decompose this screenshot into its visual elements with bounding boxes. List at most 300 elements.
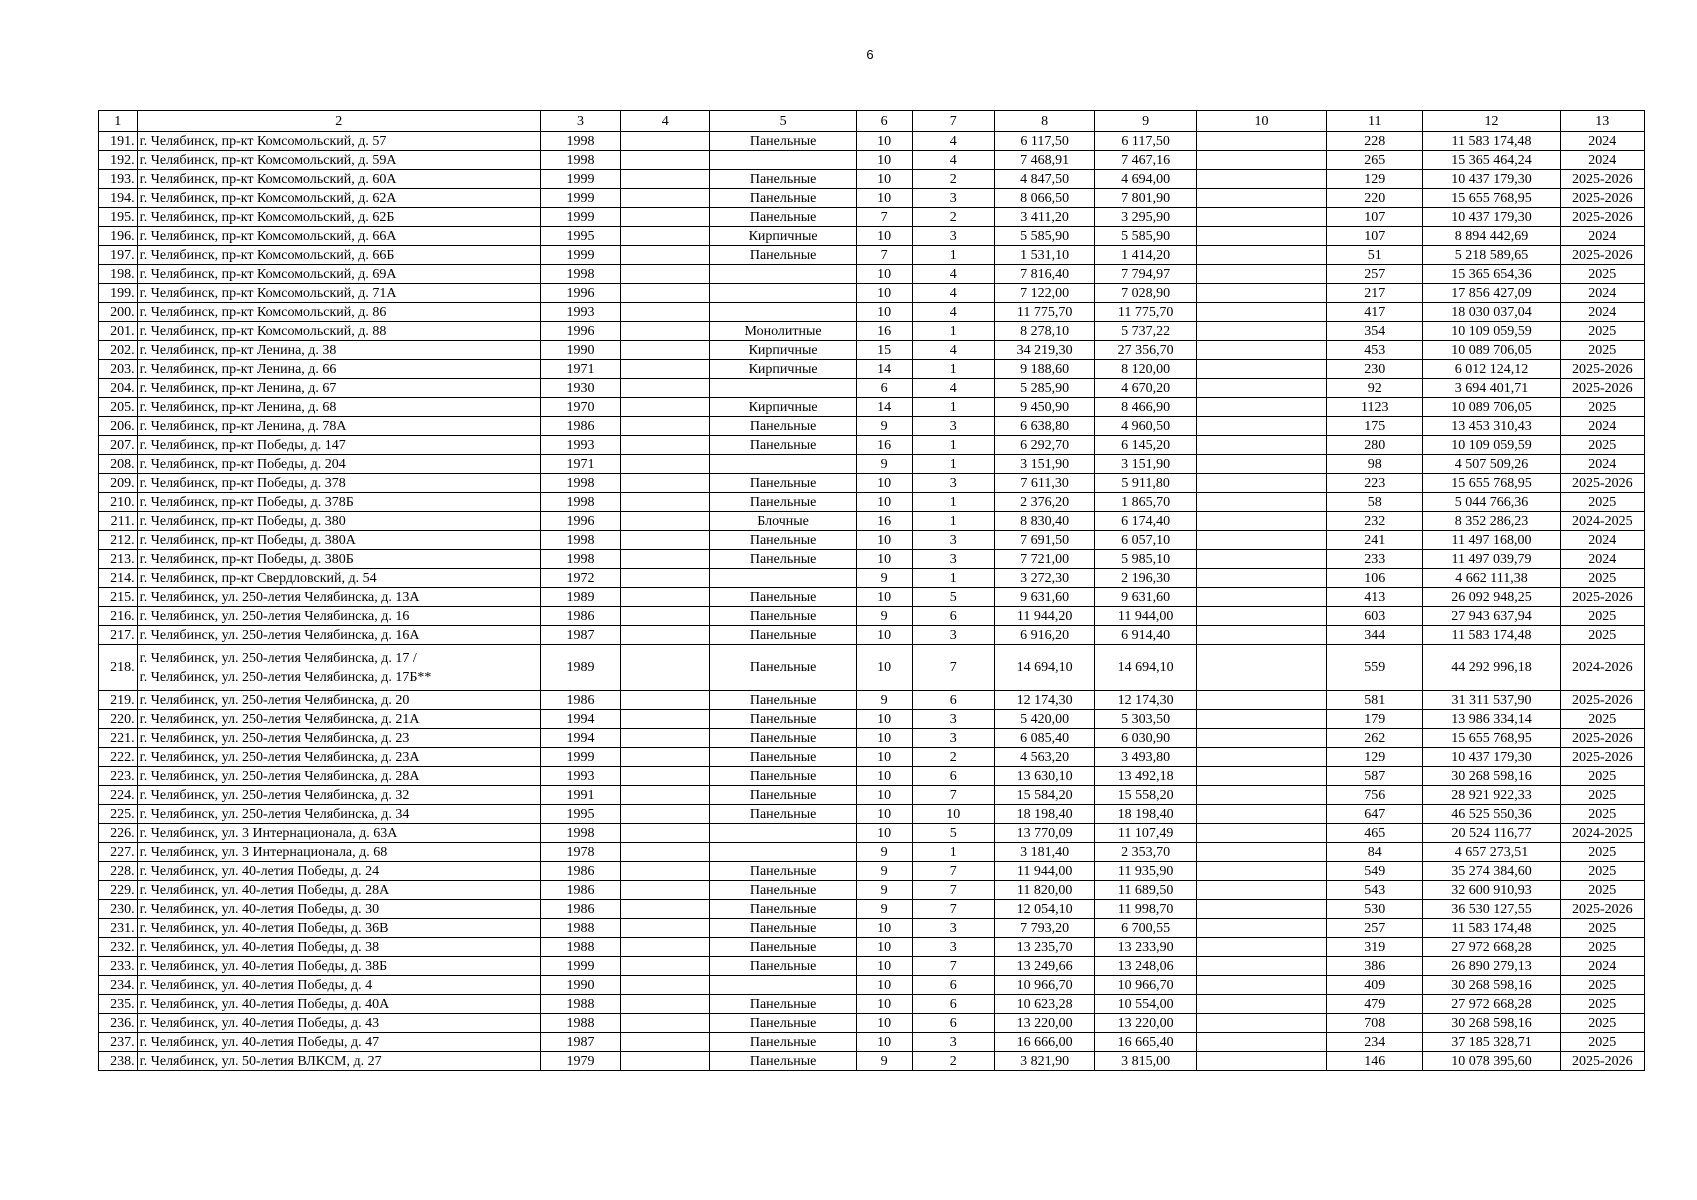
table-cell: 479: [1326, 995, 1422, 1014]
table-cell: 10: [856, 1033, 912, 1052]
table-cell: 210.: [99, 493, 138, 512]
table-cell: 233: [1326, 550, 1422, 569]
table-cell: 5 911,80: [1095, 474, 1197, 493]
table-cell: 228.: [99, 862, 138, 881]
table-cell: 18 030 037,04: [1423, 303, 1560, 322]
table-cell: Панельные: [710, 588, 856, 607]
table-cell: 44 292 996,18: [1423, 645, 1560, 691]
table-row: [99, 881, 1645, 900]
table-cell: 9: [856, 455, 912, 474]
table-cell: [621, 626, 710, 645]
table-cell: 1999: [540, 170, 620, 189]
table-cell: [1196, 398, 1326, 417]
table-cell: 179: [1326, 710, 1422, 729]
table-cell: 10 089 706,05: [1423, 398, 1560, 417]
table-cell: 16: [856, 322, 912, 341]
table-cell: 10: [856, 786, 912, 805]
table-cell: 257: [1326, 265, 1422, 284]
table-cell: 6 085,40: [994, 729, 1095, 748]
table-cell: 4: [912, 132, 994, 151]
table-cell: [1196, 938, 1326, 957]
table-cell: 193.: [99, 170, 138, 189]
table-cell: 7: [912, 645, 994, 691]
table-cell: 1930: [540, 379, 620, 398]
table-cell: 10: [856, 748, 912, 767]
table-cell: 199.: [99, 284, 138, 303]
table-cell: [1196, 626, 1326, 645]
table-cell: 5: [912, 824, 994, 843]
table-cell: 530: [1326, 900, 1422, 919]
table-cell: [621, 938, 710, 957]
table-cell: [1196, 341, 1326, 360]
table-cell: [1196, 208, 1326, 227]
table-cell: 195.: [99, 208, 138, 227]
table-cell: 2025: [1560, 843, 1644, 862]
table-row: [99, 729, 1645, 748]
table-cell: 15 655 768,95: [1423, 189, 1560, 208]
table-cell: г. Челябинск, пр-кт Победы, д. 378Б: [137, 493, 540, 512]
page-number: 6: [866, 47, 874, 62]
table-cell: г. Челябинск, ул. 250-летия Челябинска, д. 28А: [137, 767, 540, 786]
table-cell: 2025-2026: [1560, 189, 1644, 208]
table-cell: 10: [856, 1014, 912, 1033]
table-cell: Панельные: [710, 189, 856, 208]
table-row: [99, 398, 1645, 417]
table-cell: 13 630,10: [994, 767, 1095, 786]
table-cell: 7: [912, 862, 994, 881]
table-cell: 13 492,18: [1095, 767, 1197, 786]
table-cell: 12 174,30: [1095, 691, 1197, 710]
table-cell: 1 414,20: [1095, 246, 1197, 265]
table-cell: 10 437 179,30: [1423, 208, 1560, 227]
table-cell: Кирпичные: [710, 341, 856, 360]
table-row: [99, 900, 1645, 919]
table-row: [99, 493, 1645, 512]
table-cell: 6 700,55: [1095, 919, 1197, 938]
table-cell: 2025: [1560, 265, 1644, 284]
table-cell: 10: [856, 626, 912, 645]
table-cell: [1196, 881, 1326, 900]
table-cell: 3: [912, 729, 994, 748]
table-cell: 1994: [540, 710, 620, 729]
table-row: [99, 843, 1645, 862]
table-cell: 2024: [1560, 531, 1644, 550]
table-cell: [1196, 588, 1326, 607]
table-cell: г. Челябинск, пр-кт Ленина, д. 67: [137, 379, 540, 398]
table-cell: Панельные: [710, 862, 856, 881]
table-cell: 16: [856, 512, 912, 531]
table-cell: 9: [856, 843, 912, 862]
table-cell: [710, 976, 856, 995]
table-cell: г. Челябинск, ул. 40-летия Победы, д. 40А: [137, 995, 540, 1014]
table-cell: [1196, 151, 1326, 170]
table-cell: 2025-2026: [1560, 379, 1644, 398]
table-cell: 9: [856, 1052, 912, 1071]
table-cell: 1998: [540, 824, 620, 843]
table-cell: 175: [1326, 417, 1422, 436]
column-header: 3: [540, 111, 620, 132]
table-cell: 222.: [99, 748, 138, 767]
table-cell: 213.: [99, 550, 138, 569]
table-row: [99, 645, 1645, 691]
table-cell: 386: [1326, 957, 1422, 976]
table-cell: 1972: [540, 569, 620, 588]
table-cell: 3 151,90: [994, 455, 1095, 474]
table-cell: [1196, 189, 1326, 208]
table-cell: Панельные: [710, 1052, 856, 1071]
table-cell: 6 145,20: [1095, 436, 1197, 455]
table-row: [99, 919, 1645, 938]
table-cell: г. Челябинск, пр-кт Ленина, д. 38: [137, 341, 540, 360]
table-row: [99, 862, 1645, 881]
table-cell: 1996: [540, 512, 620, 531]
table-cell: 2024: [1560, 227, 1644, 246]
table-cell: Панельные: [710, 881, 856, 900]
column-header: 7: [912, 111, 994, 132]
table-cell: 6 030,90: [1095, 729, 1197, 748]
table-cell: [1196, 607, 1326, 626]
table-cell: Панельные: [710, 786, 856, 805]
table-cell: 2024: [1560, 132, 1644, 151]
table-cell: 280: [1326, 436, 1422, 455]
table-cell: 8 830,40: [994, 512, 1095, 531]
table-cell: 8 120,00: [1095, 360, 1197, 379]
table-cell: 238.: [99, 1052, 138, 1071]
table-cell: 1: [912, 843, 994, 862]
table-cell: 27 356,70: [1095, 341, 1197, 360]
table-cell: 10: [856, 976, 912, 995]
table-cell: 3 821,90: [994, 1052, 1095, 1071]
table-cell: 32 600 910,93: [1423, 881, 1560, 900]
table-cell: 8 066,50: [994, 189, 1095, 208]
table-cell: [1196, 569, 1326, 588]
table-cell: 1995: [540, 805, 620, 824]
table-cell: 647: [1326, 805, 1422, 824]
table-cell: 1988: [540, 995, 620, 1014]
table-cell: 10: [856, 805, 912, 824]
table-cell: 218.: [99, 645, 138, 691]
table-cell: 107: [1326, 227, 1422, 246]
table-cell: 107: [1326, 208, 1422, 227]
table-cell: 235.: [99, 995, 138, 1014]
table-cell: 1: [912, 569, 994, 588]
table-cell: 453: [1326, 341, 1422, 360]
table-cell: 1986: [540, 881, 620, 900]
table-row: [99, 976, 1645, 995]
table-cell: 4 694,00: [1095, 170, 1197, 189]
table-cell: 1999: [540, 748, 620, 767]
table-cell: 30 268 598,16: [1423, 1014, 1560, 1033]
table-cell: [710, 455, 856, 474]
table-cell: 16 665,40: [1095, 1033, 1197, 1052]
table-cell: 1993: [540, 767, 620, 786]
table-cell: Панельные: [710, 919, 856, 938]
table-cell: 15 365 464,24: [1423, 151, 1560, 170]
table-cell: Монолитные: [710, 322, 856, 341]
table-cell: [621, 151, 710, 170]
table-cell: 221.: [99, 729, 138, 748]
table-cell: 10: [856, 189, 912, 208]
table-cell: 2: [912, 170, 994, 189]
table-cell: 4: [912, 303, 994, 322]
table-cell: Панельные: [710, 132, 856, 151]
table-cell: [621, 284, 710, 303]
table-row: [99, 189, 1645, 208]
table-cell: 2025: [1560, 938, 1644, 957]
table-cell: 3 272,30: [994, 569, 1095, 588]
table-cell: 204.: [99, 379, 138, 398]
table-cell: [621, 474, 710, 493]
table-cell: 465: [1326, 824, 1422, 843]
table-cell: 13 220,00: [1095, 1014, 1197, 1033]
table-cell: [621, 189, 710, 208]
table-cell: г. Челябинск, пр-кт Комсомольский, д. 62А: [137, 189, 540, 208]
table-cell: 191.: [99, 132, 138, 151]
table-cell: 6 057,10: [1095, 531, 1197, 550]
table-cell: 10: [856, 919, 912, 938]
table-cell: 1999: [540, 189, 620, 208]
table-cell: 10: [856, 710, 912, 729]
table-cell: 215.: [99, 588, 138, 607]
table-cell: г. Челябинск, ул. 40-летия Победы, д. 28А: [137, 881, 540, 900]
table-cell: 10 554,00: [1095, 995, 1197, 1014]
table-cell: г. Челябинск, ул. 250-летия Челябинска, д. 16А: [137, 626, 540, 645]
table-cell: 10: [856, 303, 912, 322]
table-row: [99, 360, 1645, 379]
column-header: 4: [621, 111, 710, 132]
table-cell: 241: [1326, 531, 1422, 550]
table-cell: 13 453 310,43: [1423, 417, 1560, 436]
table-cell: 9 631,60: [1095, 588, 1197, 607]
table-cell: 3: [912, 938, 994, 957]
table-cell: 223: [1326, 474, 1422, 493]
table-cell: 6 117,50: [994, 132, 1095, 151]
table-row: [99, 550, 1645, 569]
table-cell: 4: [912, 284, 994, 303]
table-cell: 11 583 174,48: [1423, 919, 1560, 938]
table-cell: 6: [912, 691, 994, 710]
table-cell: [710, 303, 856, 322]
table-cell: 10: [856, 588, 912, 607]
table-cell: 2025: [1560, 607, 1644, 626]
table-cell: 14: [856, 360, 912, 379]
table-cell: 16 666,00: [994, 1033, 1095, 1052]
table-cell: [621, 531, 710, 550]
table-cell: 219.: [99, 691, 138, 710]
table-cell: 7 467,16: [1095, 151, 1197, 170]
table-cell: 35 274 384,60: [1423, 862, 1560, 881]
table-cell: 2025: [1560, 767, 1644, 786]
table-cell: 2024: [1560, 151, 1644, 170]
table-cell: 1994: [540, 729, 620, 748]
table-cell: 559: [1326, 645, 1422, 691]
table-cell: [621, 379, 710, 398]
table-cell: Панельные: [710, 900, 856, 919]
table-cell: Панельные: [710, 748, 856, 767]
table-row: [99, 710, 1645, 729]
table-cell: г. Челябинск, пр-кт Победы, д. 380Б: [137, 550, 540, 569]
table-row: [99, 1033, 1645, 1052]
table-cell: [710, 843, 856, 862]
table-cell: 3: [912, 189, 994, 208]
table-cell: 129: [1326, 748, 1422, 767]
table-row: [99, 436, 1645, 455]
table-cell: 1 531,10: [994, 246, 1095, 265]
table-cell: г. Челябинск, ул. 250-летия Челябинска, д. 20: [137, 691, 540, 710]
table-cell: 18 198,40: [1095, 805, 1197, 824]
table-cell: 10: [856, 767, 912, 786]
table-cell: 2025-2026: [1560, 360, 1644, 379]
table-cell: 1988: [540, 919, 620, 938]
table-cell: Панельные: [710, 710, 856, 729]
table-cell: 1123: [1326, 398, 1422, 417]
table-cell: 10: [856, 824, 912, 843]
table-cell: 2024: [1560, 957, 1644, 976]
table-cell: 1: [912, 436, 994, 455]
table-row: [99, 588, 1645, 607]
table-cell: 5 420,00: [994, 710, 1095, 729]
table-cell: 2025: [1560, 976, 1644, 995]
table-cell: 2025-2026: [1560, 748, 1644, 767]
table-row: [99, 284, 1645, 303]
table-cell: 27 943 637,94: [1423, 607, 1560, 626]
table-cell: 209.: [99, 474, 138, 493]
table-cell: г. Челябинск, ул. 250-летия Челябинска, д. 23: [137, 729, 540, 748]
table-cell: 106: [1326, 569, 1422, 588]
table-row: [99, 227, 1645, 246]
table-cell: 2025: [1560, 569, 1644, 588]
table-cell: 5 044 766,36: [1423, 493, 1560, 512]
table-cell: 7: [912, 957, 994, 976]
table-cell: [621, 995, 710, 1014]
table-cell: г. Челябинск, ул. 40-летия Победы, д. 38Б: [137, 957, 540, 976]
table-cell: [621, 729, 710, 748]
table-row: [99, 995, 1645, 1014]
table-cell: 3 815,00: [1095, 1052, 1197, 1071]
table-cell: 1989: [540, 645, 620, 691]
table-row: [99, 938, 1645, 957]
table-cell: г. Челябинск, пр-кт Свердловский, д. 54: [137, 569, 540, 588]
table-cell: [1196, 995, 1326, 1014]
table-cell: 230: [1326, 360, 1422, 379]
table-cell: [621, 862, 710, 881]
table-row: [99, 805, 1645, 824]
table-cell: [621, 957, 710, 976]
table-cell: Кирпичные: [710, 227, 856, 246]
table-cell: [621, 691, 710, 710]
table-cell: 8 466,90: [1095, 398, 1197, 417]
table-cell: [1196, 824, 1326, 843]
table-cell: 1998: [540, 132, 620, 151]
table-cell: 1: [912, 512, 994, 531]
table-cell: 36 530 127,55: [1423, 900, 1560, 919]
table-row: [99, 569, 1645, 588]
table-cell: 13 220,00: [994, 1014, 1095, 1033]
table-cell: 10: [856, 227, 912, 246]
table-cell: 4: [912, 341, 994, 360]
table-cell: [1196, 748, 1326, 767]
table-cell: г. Челябинск, ул. 250-летия Челябинска, д. 21А: [137, 710, 540, 729]
table-cell: 1 865,70: [1095, 493, 1197, 512]
table-cell: 16: [856, 436, 912, 455]
table-cell: [621, 550, 710, 569]
table-cell: 1986: [540, 862, 620, 881]
table-cell: 10: [856, 265, 912, 284]
table-cell: [621, 881, 710, 900]
table-cell: 7: [856, 208, 912, 227]
table-cell: г. Челябинск, пр-кт Комсомольский, д. 59А: [137, 151, 540, 170]
table-cell: [621, 843, 710, 862]
table-cell: 14 694,10: [1095, 645, 1197, 691]
table-cell: 7 691,50: [994, 531, 1095, 550]
table-cell: 5 218 589,65: [1423, 246, 1560, 265]
table-cell: 1999: [540, 957, 620, 976]
table-cell: 10: [856, 531, 912, 550]
table-cell: 2024: [1560, 550, 1644, 569]
table-cell: [621, 398, 710, 417]
table-cell: 225.: [99, 805, 138, 824]
table-cell: [710, 151, 856, 170]
table-cell: 6: [912, 976, 994, 995]
table-cell: [137, 645, 540, 691]
table-cell: 6: [912, 995, 994, 1014]
table-cell: 413: [1326, 588, 1422, 607]
table-cell: г. Челябинск, ул. 50-летия ВЛКСМ, д. 27: [137, 1052, 540, 1071]
table-cell: 220: [1326, 189, 1422, 208]
table-cell: [1196, 303, 1326, 322]
table-cell: 2: [912, 1052, 994, 1071]
table-cell: 7 122,00: [994, 284, 1095, 303]
table-cell: 2025: [1560, 805, 1644, 824]
table-cell: [621, 1052, 710, 1071]
table-cell: 13 770,09: [994, 824, 1095, 843]
table-cell: 223.: [99, 767, 138, 786]
table-cell: 129: [1326, 170, 1422, 189]
table-cell: 208.: [99, 455, 138, 474]
table-cell: 230.: [99, 900, 138, 919]
table-cell: 7: [856, 246, 912, 265]
table-cell: 1978: [540, 843, 620, 862]
table-cell: 3 694 401,71: [1423, 379, 1560, 398]
table-cell: Панельные: [710, 474, 856, 493]
table-cell: 257: [1326, 919, 1422, 938]
table-cell: 194.: [99, 189, 138, 208]
table-cell: [1196, 919, 1326, 938]
table-cell: 7 028,90: [1095, 284, 1197, 303]
table-cell: [621, 824, 710, 843]
table-cell: 2025: [1560, 995, 1644, 1014]
table-cell: 2025: [1560, 1033, 1644, 1052]
table-row: [99, 691, 1645, 710]
table-cell: Панельные: [710, 767, 856, 786]
table-row: [99, 265, 1645, 284]
table-cell: [1196, 729, 1326, 748]
table-cell: 1: [912, 360, 994, 379]
table-cell: 3 411,20: [994, 208, 1095, 227]
table-cell: [1196, 976, 1326, 995]
table-cell: 4 563,20: [994, 748, 1095, 767]
table-cell: 20 524 116,77: [1423, 824, 1560, 843]
table-cell: 192.: [99, 151, 138, 170]
table-cell: 30 268 598,16: [1423, 976, 1560, 995]
table-cell: 6 914,40: [1095, 626, 1197, 645]
table-cell: г. Челябинск, пр-кт Комсомольский, д. 69А: [137, 265, 540, 284]
table-row: [99, 607, 1645, 626]
table-cell: [1196, 1014, 1326, 1033]
table-cell: 8 278,10: [994, 322, 1095, 341]
table-cell: [1196, 691, 1326, 710]
table-cell: 7 793,20: [994, 919, 1095, 938]
